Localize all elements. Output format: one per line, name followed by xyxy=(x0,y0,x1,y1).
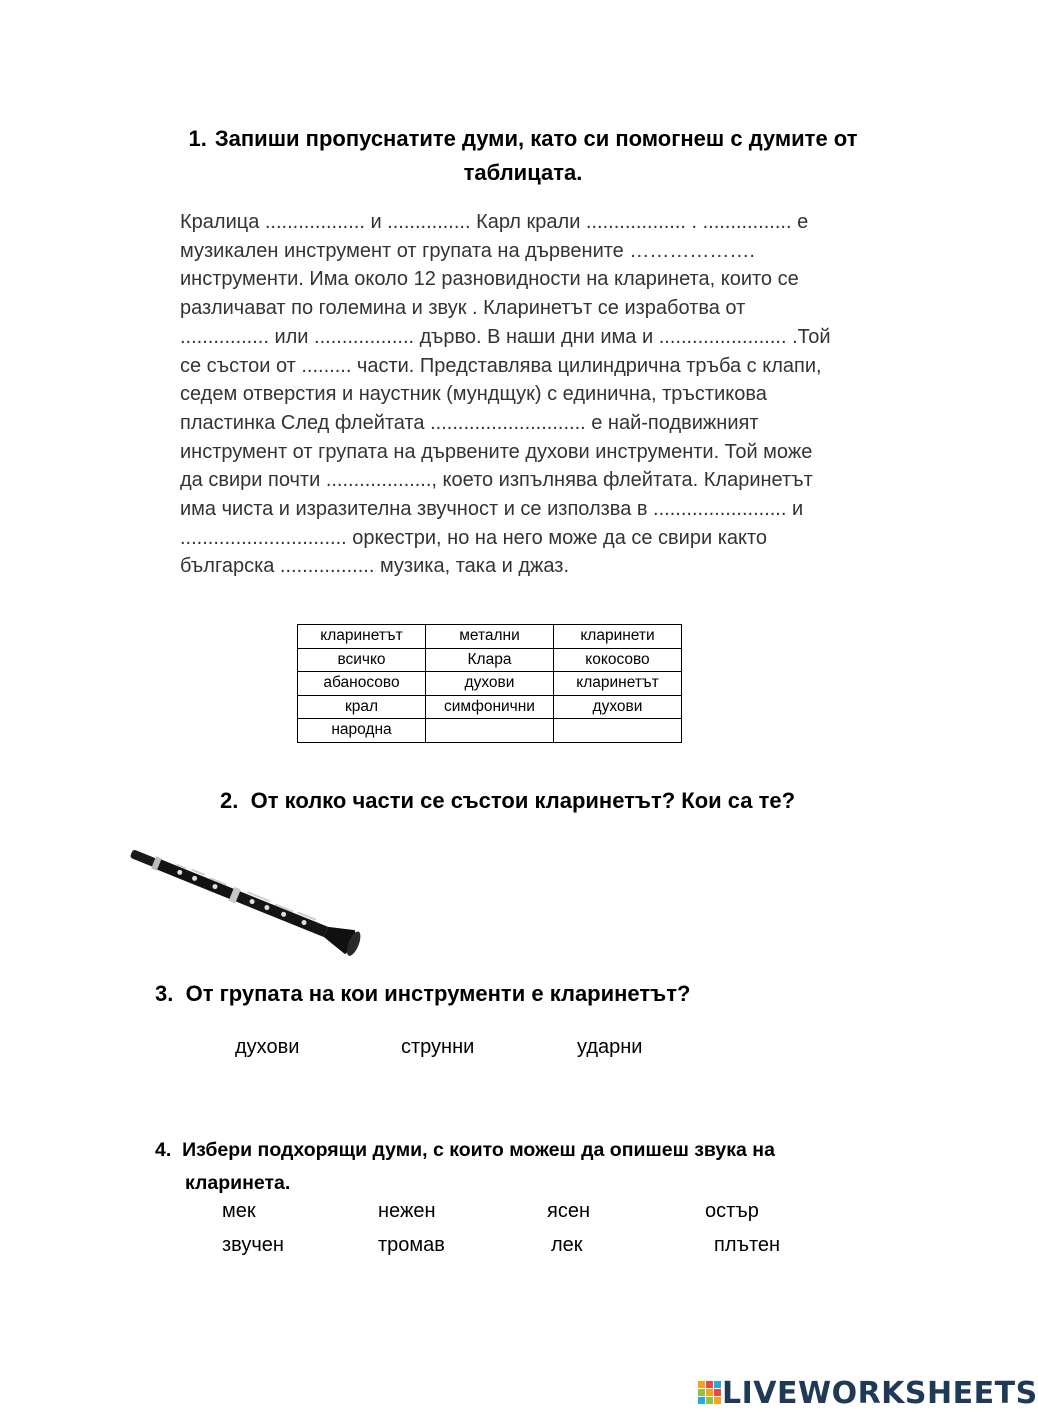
paragraph-line: се състои от ......... части. Представлява цилиндрична тръба с клапи, xyxy=(180,354,822,377)
table-row xyxy=(298,695,682,719)
paragraph-line: пластинка След флейтата ............................ е най-подвижният xyxy=(180,411,759,434)
question-4-title xyxy=(155,1134,875,1200)
option-percussion[interactable]: ударни xyxy=(577,1036,643,1058)
clarinet-image xyxy=(118,846,378,956)
question-4-number: 4. xyxy=(155,1139,172,1161)
paragraph-line: музикален инструмент от групата на дървените ………………. xyxy=(180,239,755,262)
question-3-number: 3. xyxy=(155,981,174,1006)
question-1-title-line-2: таблицата. xyxy=(463,160,583,185)
option-word[interactable]: тромав xyxy=(378,1234,445,1256)
table-cell: абаносово xyxy=(298,672,426,696)
table-cell: крал xyxy=(298,695,426,719)
paragraph-line: има чиста и изразителна звучност и се използва в ........................ и xyxy=(180,498,804,521)
table-cell: духови xyxy=(426,672,554,696)
question-1-title-line-1: Запиши пропуснатите думи, като си помогнеш с думите от xyxy=(214,126,858,151)
logo-text: LIVEWORKSHEETS xyxy=(722,1375,1038,1411)
table-cell: метални xyxy=(426,625,554,649)
table-row xyxy=(298,672,682,696)
table-row xyxy=(298,648,682,672)
question-1-title xyxy=(158,122,888,190)
option-string[interactable]: струнни xyxy=(401,1036,475,1058)
table-cell xyxy=(554,719,682,743)
table-cell: народна xyxy=(298,719,426,743)
option-word[interactable]: нежен xyxy=(378,1200,436,1222)
table-cell: кокосово xyxy=(554,648,682,672)
option-word[interactable]: ясен xyxy=(547,1200,590,1222)
paragraph-line: инструмент от групата на дървените духови инструменти. Той може xyxy=(180,440,813,463)
table-row xyxy=(298,625,682,649)
question-4-text-line-1: Избери подхорящи думи, с които можеш да опишеш звука на xyxy=(182,1139,775,1161)
question-2-title xyxy=(220,788,795,814)
paragraph-line: да свири почти ..................., което изпълнява флейтата. Кларинетът xyxy=(180,469,813,492)
question-2-number: 2. xyxy=(220,788,239,813)
paragraph-line: различават по големина и звук . Кларинетът се изработва от xyxy=(180,297,746,320)
table-cell: духови xyxy=(554,695,682,719)
question-2-text: От колко части се състои кларинетът? Кои са те? xyxy=(250,788,796,813)
option-word[interactable]: плътен xyxy=(714,1234,781,1256)
liveworksheets-logo xyxy=(698,1376,1038,1410)
paragraph-line: инструменти. Има около 12 разновидности на кларинета, които се xyxy=(180,268,799,291)
table-cell: кларинетът xyxy=(554,672,682,696)
fill-in-paragraph xyxy=(180,208,880,581)
word-bank-table xyxy=(297,624,682,743)
option-wind[interactable]: духови xyxy=(235,1036,300,1058)
paragraph-line: .............................. оркестри, но на него може да се свири както xyxy=(180,526,768,549)
table-cell: Клара xyxy=(426,648,554,672)
question-3-text: От групата на кои инструменти е кларинетът? xyxy=(185,981,691,1006)
table-cell: симфонични xyxy=(426,695,554,719)
paragraph-line: седем отверстия и наустник (мундщук) с единична, тръстикова xyxy=(180,383,767,406)
table-row xyxy=(298,719,682,743)
table-cell: всичко xyxy=(298,648,426,672)
option-word[interactable]: мек xyxy=(222,1200,256,1222)
question-1-number: 1. xyxy=(188,126,207,151)
question-4-text-line-2: кларинета. xyxy=(185,1172,291,1194)
option-word[interactable]: лек xyxy=(551,1234,583,1256)
table-cell xyxy=(426,719,554,743)
paragraph-line: Кралица .................. и ............... Карл крали .................. . ................ е xyxy=(180,211,809,233)
table-cell: кларинети xyxy=(554,625,682,649)
option-word[interactable]: звучен xyxy=(222,1234,284,1256)
paragraph-line: ................ или .................. дърво. В наши дни има и ....................... .Той xyxy=(180,325,831,348)
logo-icon xyxy=(698,1381,722,1405)
paragraph-line: българска ................. музика, така и джаз. xyxy=(180,555,570,578)
table-cell: кларинетът xyxy=(298,625,426,649)
option-word[interactable]: остър xyxy=(705,1200,759,1222)
question-3-title xyxy=(155,981,690,1007)
